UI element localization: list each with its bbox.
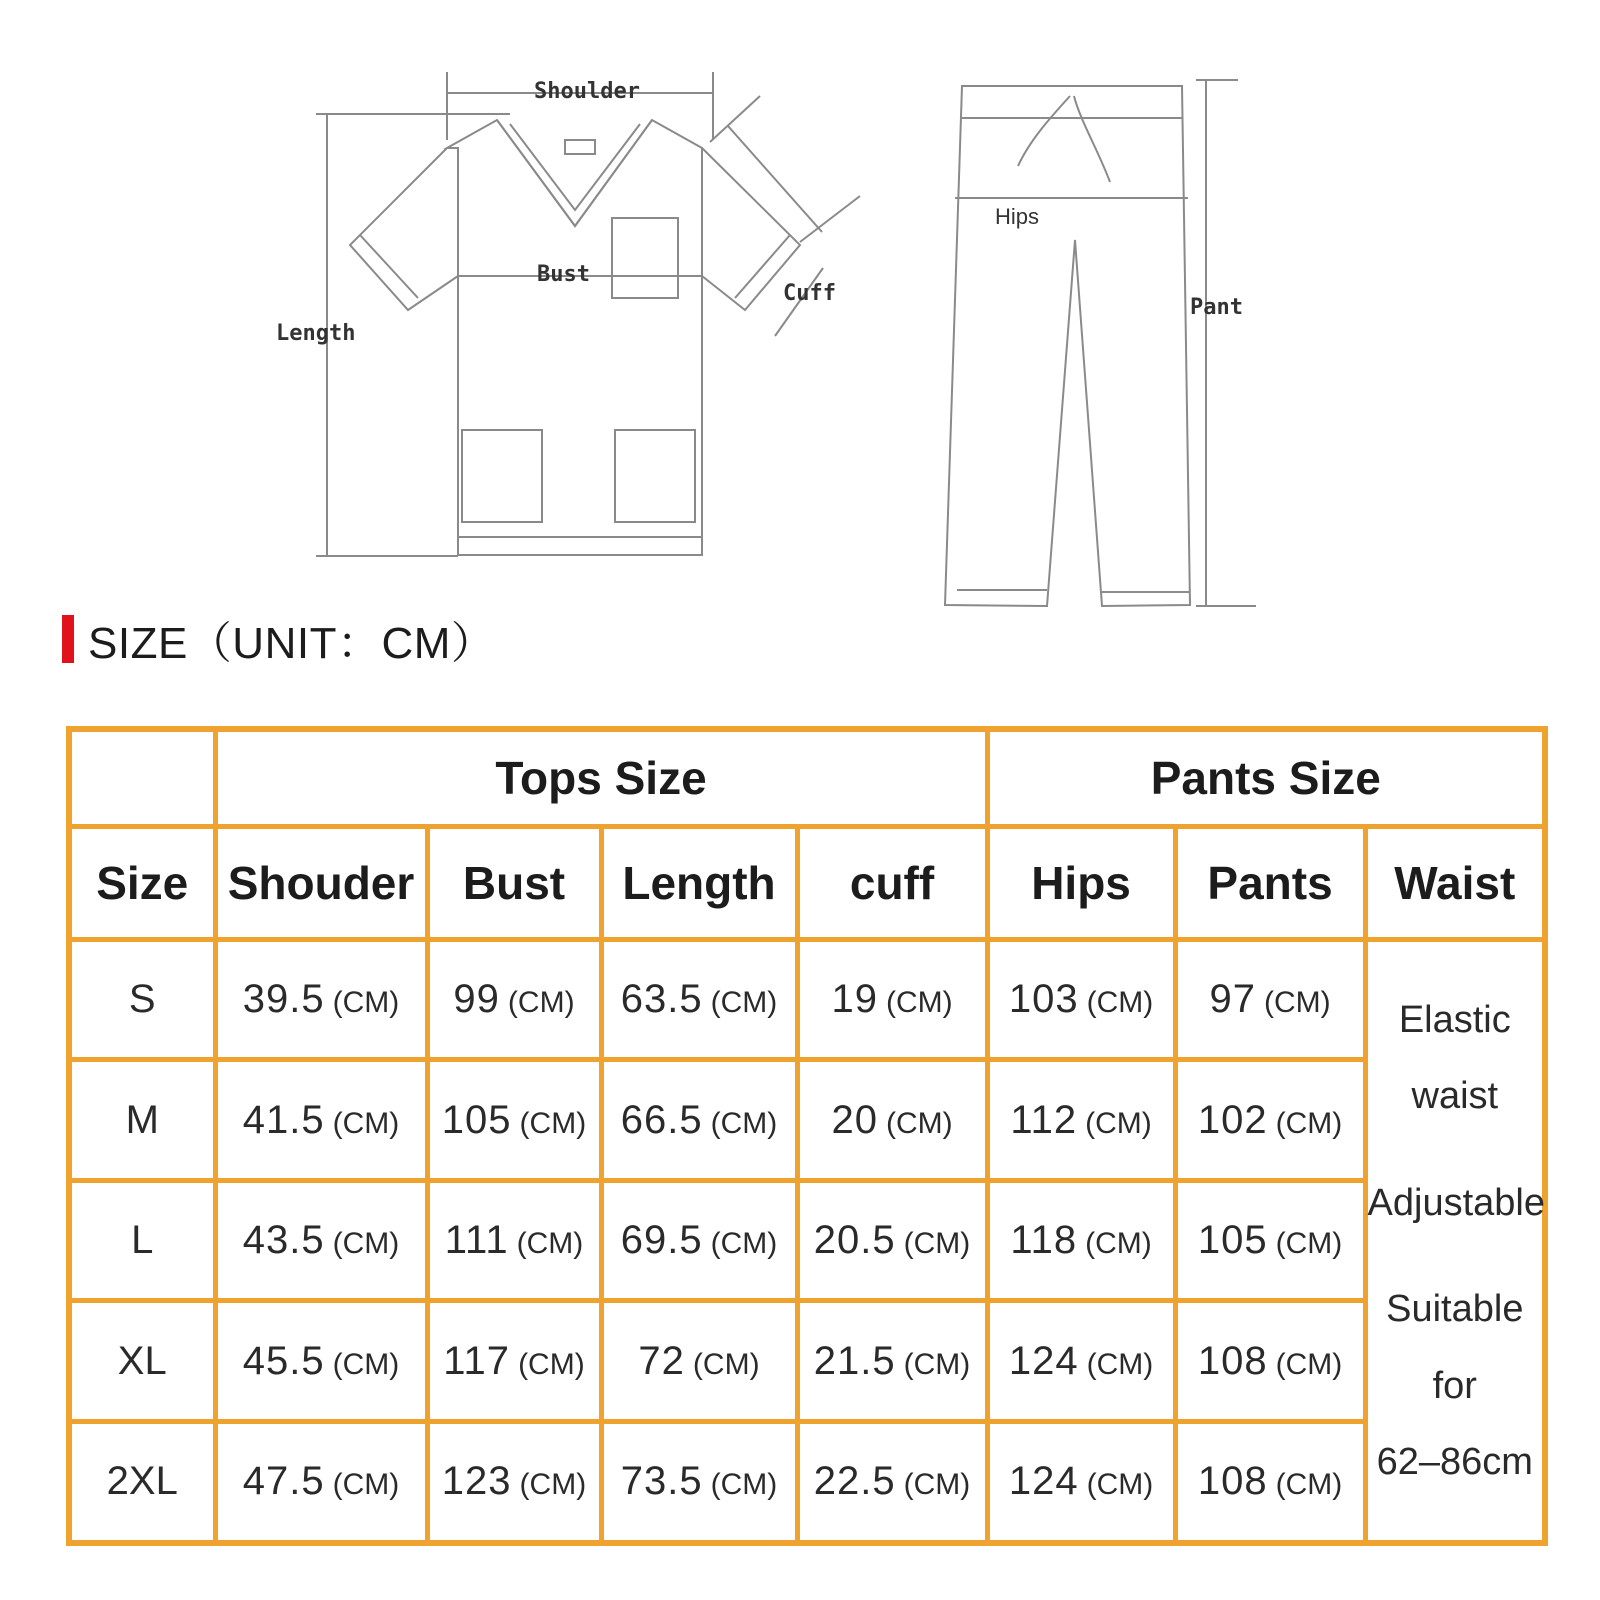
cell-value: 39.5	[242, 977, 325, 1022]
cell-unit: (CM)	[885, 986, 953, 1020]
group-header-row	[69, 729, 1545, 827]
cell-unit: (CM)	[516, 1227, 584, 1261]
cell-value: 102	[1197, 1097, 1268, 1142]
col-cuff: cuff	[797, 827, 987, 940]
length-cell	[601, 1301, 797, 1421]
cell-value: 124	[1008, 1459, 1079, 1504]
cell-unit: (CM)	[332, 1106, 400, 1140]
length-cell	[601, 1421, 797, 1543]
col-length: Length	[601, 827, 797, 940]
cell-unit: (CM)	[519, 1468, 587, 1502]
cell-unit: (CM)	[518, 1347, 585, 1381]
cell-value: 111	[444, 1218, 509, 1263]
top-body-outline	[447, 120, 702, 555]
cell-unit: (CM)	[332, 986, 400, 1020]
cell-value: 105	[441, 1097, 512, 1142]
cell-unit: (CM)	[710, 1468, 778, 1502]
measurement-illustration	[0, 0, 1600, 640]
hips-cell	[987, 1421, 1175, 1543]
cell-value: 20.5	[813, 1218, 896, 1263]
pants-cell	[1175, 940, 1365, 1060]
cell-unit: (CM)	[903, 1468, 971, 1502]
cell-unit: (CM)	[1275, 1106, 1343, 1140]
label-bust: Bust	[537, 262, 590, 287]
table-row	[69, 1301, 1545, 1421]
bust-cell	[427, 940, 601, 1060]
shoulder-cell	[215, 1060, 427, 1180]
size-cell: 2XL	[69, 1421, 215, 1543]
length-cell	[601, 1180, 797, 1300]
pants-cell	[1175, 1301, 1365, 1421]
length-cell	[601, 940, 797, 1060]
cell-unit: (CM)	[1085, 1227, 1152, 1261]
cell-unit: (CM)	[1086, 986, 1154, 1020]
cuff-cell	[797, 940, 987, 1060]
shoulder-cell	[215, 1301, 427, 1421]
cell-value: 105	[1197, 1218, 1268, 1263]
cell-unit: (CM)	[332, 1347, 400, 1381]
length-cell	[601, 1060, 797, 1180]
cell-value: 45.5	[242, 1338, 325, 1383]
bust-cell	[427, 1060, 601, 1180]
cell-value: 112	[1010, 1097, 1078, 1142]
size-cell: XL	[69, 1301, 215, 1421]
cell-value: 63.5	[620, 977, 703, 1022]
cell-unit: (CM)	[1086, 1468, 1154, 1502]
pants-cell	[1175, 1421, 1365, 1543]
size-cell: S	[69, 940, 215, 1060]
cell-unit: (CM)	[1275, 1468, 1343, 1502]
cell-unit: (CM)	[332, 1468, 400, 1502]
cell-value: 21.5	[813, 1338, 896, 1383]
table-row	[69, 1060, 1545, 1180]
cell-value: 117	[443, 1338, 511, 1383]
size-unit-title: SIZE（UNIT：CM）	[88, 619, 496, 668]
cell-unit: (CM)	[710, 1106, 778, 1140]
cell-value: 108	[1197, 1459, 1268, 1504]
cuff-cell	[797, 1180, 987, 1300]
waist-note-line: 62–86cm	[1376, 1441, 1533, 1483]
heading-accent-bar	[62, 615, 74, 663]
hips-cell	[987, 1180, 1175, 1300]
table-row	[69, 1421, 1545, 1543]
cell-unit: (CM)	[710, 1227, 778, 1261]
tops-size-header: Tops Size	[215, 729, 987, 827]
col-pants: Pants	[1175, 827, 1365, 940]
cell-unit: (CM)	[332, 1227, 400, 1261]
cell-unit: (CM)	[903, 1347, 971, 1381]
cell-value: 20	[831, 1097, 878, 1142]
cell-value: 41.5	[242, 1097, 325, 1142]
cell-unit: (CM)	[885, 1106, 953, 1140]
cell-unit: (CM)	[1263, 986, 1331, 1020]
column-header-row	[69, 827, 1545, 940]
cell-value: 66.5	[620, 1097, 703, 1142]
cell-value: 22.5	[813, 1459, 896, 1504]
size-cell: L	[69, 1180, 215, 1300]
cell-unit: (CM)	[507, 986, 575, 1020]
cell-value: 124	[1008, 1338, 1079, 1383]
size-section-heading	[62, 614, 496, 668]
cell-value: 19	[831, 977, 878, 1022]
shoulder-cell	[215, 940, 427, 1060]
label-pant: Pant	[1190, 295, 1243, 320]
cell-unit: (CM)	[710, 986, 778, 1020]
col-hips: Hips	[987, 827, 1175, 940]
sleeve-measure-line	[728, 126, 822, 232]
pants-size-header: Pants Size	[987, 729, 1545, 827]
bust-cell	[427, 1421, 601, 1543]
hips-cell	[987, 940, 1175, 1060]
chest-pocket	[612, 218, 678, 298]
waist-note-line: Adjustable	[1367, 1181, 1546, 1224]
cell-unit: (CM)	[1275, 1347, 1343, 1381]
right-pocket	[615, 430, 695, 522]
shoulder-cell	[215, 1180, 427, 1300]
left-sleeve	[350, 148, 458, 310]
cell-value: 123	[441, 1459, 512, 1504]
cuff-cell	[797, 1301, 987, 1421]
label-cuff: Cuff	[783, 281, 836, 306]
pants-outline	[945, 86, 1190, 606]
waist-note-line: Suitable	[1386, 1288, 1524, 1330]
pants-cell	[1175, 1060, 1365, 1180]
waist-note-line: waist	[1411, 1075, 1499, 1117]
shoulder-cell	[215, 1421, 427, 1543]
waist-note-line: for	[1432, 1364, 1477, 1407]
cell-value: 43.5	[242, 1218, 325, 1263]
cell-value: 97	[1209, 977, 1256, 1022]
cell-value: 73.5	[620, 1459, 703, 1504]
corner-cell	[69, 729, 215, 827]
waist-note-line: Elastic	[1398, 998, 1511, 1041]
label-shoulder: Shoulder	[534, 79, 640, 104]
cell-unit: (CM)	[692, 1347, 760, 1381]
left-pocket	[462, 430, 542, 522]
hips-cell	[987, 1060, 1175, 1180]
cell-value: 69.5	[620, 1218, 703, 1263]
cuff-cell	[797, 1421, 987, 1543]
cell-unit: (CM)	[1275, 1227, 1343, 1261]
cell-unit: (CM)	[519, 1106, 587, 1140]
cell-value: 108	[1197, 1338, 1268, 1383]
cell-unit: (CM)	[903, 1227, 971, 1261]
size-chart-table	[66, 726, 1548, 1546]
label-length: Length	[276, 321, 356, 346]
cell-unit: (CM)	[1086, 1347, 1154, 1381]
waist-note-cell	[1365, 940, 1545, 1544]
table-row	[69, 1180, 1545, 1300]
size-cell: M	[69, 1060, 215, 1180]
cell-value: 72	[638, 1338, 685, 1383]
bust-cell	[427, 1180, 601, 1300]
cell-value: 103	[1008, 977, 1079, 1022]
table-row	[69, 940, 1545, 1060]
pants-cell	[1175, 1180, 1365, 1300]
col-shoulder: Shouder	[215, 827, 427, 940]
cuff-cell	[797, 1060, 987, 1180]
label-hips: Hips	[995, 204, 1040, 229]
bust-cell	[427, 1301, 601, 1421]
col-size: Size	[69, 827, 215, 940]
cell-value: 118	[1010, 1218, 1078, 1263]
garment-diagram	[0, 0, 1600, 640]
hips-cell	[987, 1301, 1175, 1421]
cell-unit: (CM)	[1085, 1106, 1152, 1140]
cell-value: 99	[453, 977, 500, 1022]
col-bust: Bust	[427, 827, 601, 940]
cell-value: 47.5	[242, 1459, 325, 1504]
col-waist: Waist	[1365, 827, 1545, 940]
